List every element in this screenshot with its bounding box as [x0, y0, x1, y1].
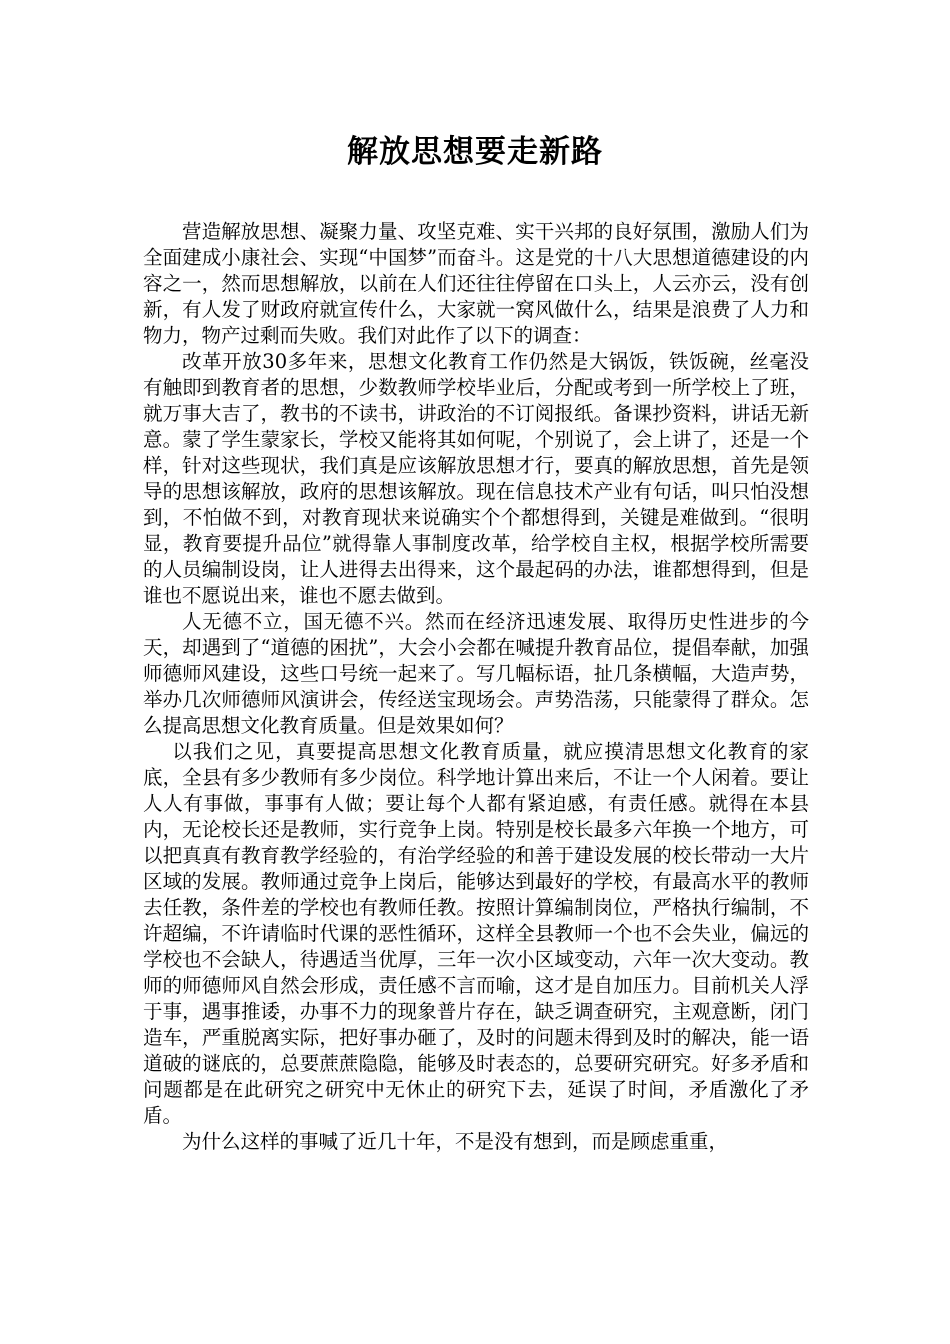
paragraph-2: 改革开放30多年来，思想文化教育工作仍然是大锅饭，铁饭碗，丝毫没有触即到教育者的思想，少数教师学校毕业后，分配或考到一所学校上了班，就万事大吉了，教书的不读书，讲政治的不订阅报纸。备课抄资料，讲话无新意。蒙了学生蒙家长，学校又能将其如何呢，个别说了，会上讲了，还是一个样，针对这些现状，我们真是应该解放思想才行，要真的解放思想，首先是领导的思想该解放，政府的思想该解放。现在信息技术产业有句话，叫只怕没想到，不怕做不到，对教育现状来说确实个个都想得到，关键是难做到。“很明显，教育要提升品位”就得靠人事制度改革，给学校自主权，根据学校所需要的人员编制设岗，让人进得去出得来，这个最起码的办法，谁都想得到，但是谁也不愿说出来，谁也不愿去做到。 — [143, 350, 809, 607]
paragraph-4: 以我们之见，真要提高思想文化教育质量，就应摸清思想文化教育的家底，全县有多少教师有多少岗位。科学地计算出来后，不让一个人闲着。要让人人有事做，事事有人做；要让每个人都有紧迫感，有责任感。就得在本县内，无论校长还是教师，实行竞争上岗。特别是校长最多六年换一个地方，可以把真真有教育教学经验的，有治学经验的和善于建设发展的校长带动一大片区域的发展。教师通过竞争上岗后，能够达到最好的学校，有最高水平的教师去任教，条件差的学校也有教师任教。按照计算编制岗位，严格执行编制，不许超编，不许请临时代课的恶性循环，这样全县教师一个也不会失业，偏远的学校也不会缺人，待遇适当优厚，三年一次小区域变动，六年一次大变动。教师的师德师风自然会形成，责任感不言而喻，这才是自加压力。目前机关人浮于事，遇事推诿，办事不力的现象普片存在，缺乏调查研究，主观意断，闭门造车，严重脱离实际，把好事办砸了，及时的问题未得到及时的解决，能一语道破的谜底的，总要蔗蔗隐隐，能够及时表态的，总要研究研究。好多矛盾和问题都是在此研究之研究中无休止的研究下去，延误了时间，矛盾激化了矛盾。 — [143, 740, 809, 1127]
paragraph-3: 人无德不立，国无德不兴。然而在经济迅速发展、取得历史性进步的今天，却遇到了“道德的困扰”，大会小会都在喊提升教育品位，提倡奉献，加强师德师风建设，这些口号统一起来了。写几幅标语，扯几条横幅，大造声势，举办几次师德师风演讲会，传经送宝现场会。声势浩荡，只能蒙得了群众。怎么提高思想文化教育质量。但是效果如何？ — [143, 610, 809, 737]
paragraph-1: 营造解放思想、凝聚力量、攻坚克难、实干兴邦的良好氛围，激励人们为全面建成小康社会、实现“中国梦”而奋斗。这是党的十八大思想道德建设的内容之一，然而思想解放，以前在人们还往往停留在口头上，人云亦云，没有创新，有人发了财政府就宣传什么，大家就一窝风做什么，结果是浪费了人力和物力，物产过剩而失败。我们对此作了以下的调查： — [143, 220, 809, 347]
document-title: 解放思想要走新路 — [347, 134, 603, 170]
paragraph-5: 为什么这样的事喊了近几十年，不是没有想到，而是顾虑重重， — [182, 1130, 729, 1153]
document-body — [143, 219, 809, 1155]
